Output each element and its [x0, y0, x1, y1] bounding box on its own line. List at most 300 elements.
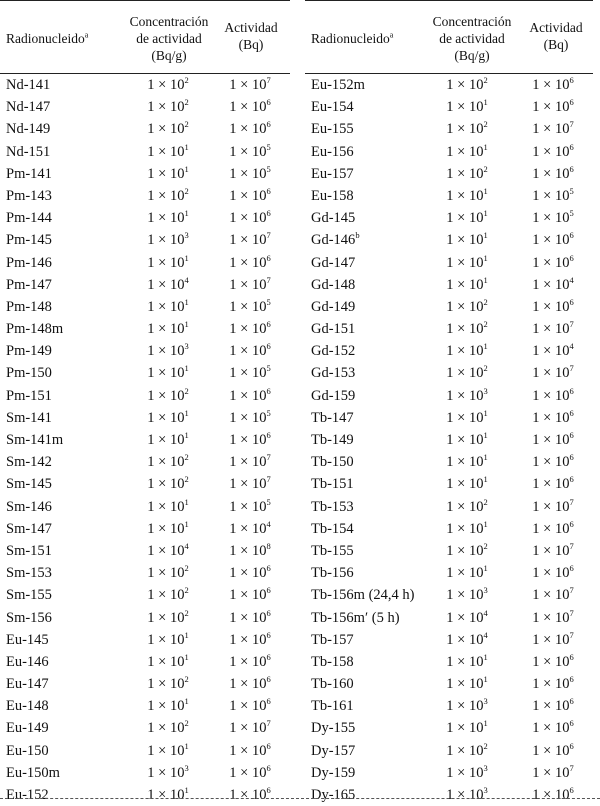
- activity-cell-exponent: 6: [569, 230, 574, 241]
- activity-cell-exponent: 7: [569, 363, 574, 374]
- activity-cell: [216, 99, 284, 116]
- activity-cell-exponent: 6: [569, 696, 574, 707]
- concentration-cell: [427, 121, 507, 138]
- activity-cell-exponent: 7: [569, 607, 574, 618]
- activity-cell-prefix: 1 × 10: [532, 720, 570, 737]
- nuclide-cell: [6, 676, 49, 693]
- nuclide-cell: [6, 765, 60, 782]
- header-nuclide: [311, 30, 393, 47]
- concentration-cell: [128, 365, 208, 382]
- nuclide-cell: [6, 388, 52, 405]
- concentration-cell-exponent: 2: [184, 585, 189, 596]
- activity-cell-exponent: 4: [569, 341, 574, 352]
- concentration-cell: [427, 787, 507, 804]
- activity-cell-prefix: 1 × 10: [532, 254, 570, 271]
- concentration-cell-prefix: 1 × 10: [446, 542, 484, 559]
- table-row: [305, 252, 593, 274]
- concentration-cell-prefix: 1 × 10: [446, 187, 484, 204]
- concentration-cell-prefix: 1 × 10: [446, 365, 484, 382]
- concentration-cell-exponent: 2: [184, 452, 189, 463]
- nuclide-cell: [311, 587, 415, 604]
- activity-cell-prefix: 1 × 10: [229, 232, 267, 249]
- nuclide-cell: [6, 499, 52, 516]
- activity-cell-exponent: 7: [569, 629, 574, 640]
- nuclide-cell: [311, 698, 354, 715]
- concentration-cell-prefix: 1 × 10: [446, 387, 484, 404]
- nuclide-cell: [6, 321, 63, 338]
- concentration-cell: [427, 607, 507, 627]
- nuclide-name: Eu-154: [311, 99, 354, 116]
- concentration-cell-exponent: 1: [184, 163, 189, 174]
- activity-cell-prefix: 1 × 10: [229, 720, 267, 737]
- activity-cell: [517, 365, 589, 382]
- nuclide-cell: [311, 166, 354, 183]
- concentration-cell: [128, 343, 208, 360]
- header-conc-line3: (Bq/g): [454, 48, 490, 63]
- nuclide-cell: [311, 144, 354, 161]
- activity-cell-prefix: 1 × 10: [229, 387, 267, 404]
- activity-cell: [517, 274, 589, 294]
- concentration-cell: [128, 210, 208, 227]
- concentration-cell-exponent: 1: [483, 563, 488, 574]
- activity-cell-prefix: 1 × 10: [229, 698, 267, 715]
- table-row: [0, 740, 290, 762]
- activity-cell-prefix: 1 × 10: [229, 520, 267, 537]
- concentration-cell-exponent: 1: [184, 785, 189, 796]
- concentration-cell: [128, 629, 208, 649]
- concentration-cell-exponent: 3: [483, 785, 488, 796]
- header-conc-line2: de actividad: [439, 31, 505, 46]
- nuclide-name: Eu-150: [6, 742, 49, 759]
- activity-cell: [216, 365, 284, 382]
- concentration-cell-exponent: 1: [483, 718, 488, 729]
- nuclide-name: Sm-141: [6, 409, 52, 426]
- concentration-cell: [427, 299, 507, 316]
- activity-cell: [216, 629, 284, 649]
- activity-cell-exponent: 6: [569, 563, 574, 574]
- activity-cell: [216, 587, 284, 604]
- activity-cell: [517, 407, 589, 427]
- concentration-cell-exponent: 1: [184, 430, 189, 441]
- concentration-cell-exponent: 4: [483, 629, 488, 640]
- activity-cell-prefix: 1 × 10: [229, 609, 267, 626]
- concentration-cell-prefix: 1 × 10: [147, 365, 185, 382]
- concentration-cell: [128, 518, 208, 538]
- concentration-cell: [427, 385, 507, 405]
- concentration-cell-exponent: 2: [483, 119, 488, 130]
- table-row: [305, 473, 593, 495]
- concentration-cell-prefix: 1 × 10: [147, 520, 185, 537]
- concentration-cell: [427, 629, 507, 649]
- concentration-cell-exponent: 1: [483, 230, 488, 241]
- nuclide-name: Pm-148m: [6, 321, 64, 338]
- table-row: [0, 318, 290, 340]
- nuclide-cell: [311, 632, 354, 649]
- activity-cell-exponent: 6: [266, 652, 271, 663]
- activity-cell: [517, 676, 589, 693]
- header-concentration: [114, 13, 224, 64]
- concentration-cell-prefix: 1 × 10: [446, 77, 484, 93]
- activity-cell-exponent: 7: [266, 75, 271, 86]
- activity-cell-prefix: 1 × 10: [532, 409, 570, 426]
- nuclide-cell: [6, 188, 52, 205]
- concentration-cell: [427, 565, 507, 582]
- nuclide-name: Gd-145: [311, 210, 356, 227]
- concentration-cell: [128, 163, 208, 183]
- nuclide-name: Gd-147: [311, 254, 356, 271]
- concentration-cell: [128, 252, 208, 272]
- nuclide-cell: [311, 232, 360, 249]
- concentration-cell: [128, 99, 208, 116]
- nuclide-cell: [6, 99, 50, 116]
- activity-cell: [216, 210, 284, 227]
- table-row: [305, 340, 593, 362]
- concentration-cell-exponent: 1: [184, 740, 189, 751]
- activity-cell: [517, 629, 589, 649]
- nuclide-name: Pm-145: [6, 232, 52, 249]
- table-row: [305, 229, 593, 251]
- table-row: [305, 584, 593, 606]
- activity-cell-exponent: 5: [266, 297, 271, 308]
- header-nuclide: [6, 30, 88, 47]
- concentration-cell-prefix: 1 × 10: [147, 498, 185, 515]
- nuclide-cell: [6, 476, 52, 493]
- nuclide-cell: [6, 654, 49, 671]
- activity-cell: [216, 163, 284, 183]
- activity-cell-exponent: 6: [569, 474, 574, 485]
- activity-cell: [517, 141, 589, 161]
- concentration-cell: [128, 321, 208, 338]
- activity-cell: [517, 720, 589, 737]
- activity-cell-exponent: 7: [569, 585, 574, 596]
- nuclide-name: Pm-146: [6, 254, 52, 271]
- activity-cell: [517, 188, 589, 205]
- activity-cell-prefix: 1 × 10: [532, 321, 570, 338]
- activity-cell-exponent: 6: [569, 75, 574, 86]
- table-row: [0, 607, 290, 629]
- table-row: [305, 274, 593, 296]
- nuclide-name: Pm-149: [6, 343, 52, 360]
- concentration-cell-exponent: 3: [483, 585, 488, 596]
- table-row: [305, 717, 593, 739]
- activity-cell-prefix: 1 × 10: [229, 121, 267, 138]
- nuclide-cell: [311, 277, 355, 294]
- concentration-cell-exponent: 3: [184, 341, 189, 352]
- activity-cell: [517, 587, 589, 604]
- nuclide-name: Pm-151: [6, 387, 52, 404]
- activity-cell-exponent: 7: [266, 474, 271, 485]
- activity-cell-prefix: 1 × 10: [532, 742, 570, 759]
- activity-cell-prefix: 1 × 10: [532, 276, 570, 293]
- table-row: [0, 518, 290, 540]
- concentration-cell-prefix: 1 × 10: [446, 409, 484, 426]
- concentration-cell-prefix: 1 × 10: [446, 276, 484, 293]
- activity-cell: [216, 232, 284, 249]
- table-row: [305, 296, 593, 318]
- concentration-cell: [128, 232, 208, 249]
- activity-cell-exponent: 6: [569, 740, 574, 751]
- nuclide-cell: [6, 232, 52, 249]
- activity-cell-prefix: 1 × 10: [532, 676, 570, 693]
- concentration-cell-prefix: 1 × 10: [147, 343, 185, 360]
- concentration-cell-prefix: 1 × 10: [446, 587, 484, 604]
- nuclide-cell: [6, 610, 52, 627]
- table-row: [305, 629, 593, 651]
- activity-cell-prefix: 1 × 10: [532, 121, 570, 138]
- activity-cell: [216, 787, 284, 804]
- concentration-cell-prefix: 1 × 10: [446, 742, 484, 759]
- activity-cell: [517, 252, 589, 272]
- table-row: [0, 385, 290, 407]
- nuclide-cell: [311, 476, 354, 493]
- nuclide-name: Pm-141: [6, 165, 52, 182]
- nuclide-cell: [311, 321, 355, 338]
- activity-cell: [517, 454, 589, 471]
- activity-cell-exponent: 6: [266, 97, 271, 108]
- table-header: [305, 1, 593, 74]
- nuclide-name: Pm-143: [6, 187, 52, 204]
- activity-cell: [517, 762, 589, 782]
- activity-cell-prefix: 1 × 10: [229, 476, 267, 493]
- concentration-cell: [128, 720, 208, 737]
- header-conc-line3: (Bq/g): [151, 48, 187, 63]
- table-row: [0, 163, 290, 185]
- concentration-cell: [427, 141, 507, 161]
- concentration-cell-prefix: 1 × 10: [147, 454, 185, 471]
- concentration-cell-prefix: 1 × 10: [446, 676, 484, 693]
- activity-cell-prefix: 1 × 10: [229, 565, 267, 582]
- nuclide-name: Pm-147: [6, 276, 52, 293]
- nuclide-name: Sm-156: [6, 609, 52, 626]
- concentration-cell: [427, 740, 507, 760]
- table-row: [0, 651, 290, 673]
- concentration-cell-prefix: 1 × 10: [446, 498, 484, 515]
- activity-cell-prefix: 1 × 10: [229, 210, 267, 227]
- activity-cell-exponent: 6: [266, 252, 271, 263]
- nuclide-name: Sm-151: [6, 542, 52, 559]
- activity-cell: [517, 740, 589, 760]
- activity-cell: [517, 432, 589, 449]
- concentration-cell-prefix: 1 × 10: [446, 698, 484, 715]
- table-row: [305, 385, 593, 407]
- header-nuclide-text: Radionucleido: [311, 31, 390, 46]
- concentration-cell-exponent: 1: [184, 297, 189, 308]
- activity-cell-prefix: 1 × 10: [229, 498, 267, 515]
- activity-cell-prefix: 1 × 10: [532, 343, 570, 360]
- nuclide-name: Tb-156m′ (5 h): [311, 609, 400, 626]
- concentration-cell-exponent: 2: [184, 119, 189, 130]
- activity-cell-prefix: 1 × 10: [532, 587, 570, 604]
- nuclide-name: Dy-157: [311, 742, 356, 759]
- activity-cell-exponent: 4: [569, 274, 574, 285]
- activity-cell-exponent: 5: [266, 141, 271, 152]
- table-left-half: [0, 0, 290, 806]
- table-row: [0, 274, 290, 296]
- table-row: [0, 584, 290, 606]
- activity-cell-exponent: 6: [569, 407, 574, 418]
- concentration-cell-prefix: 1 × 10: [446, 720, 484, 737]
- table-row: [0, 207, 290, 229]
- activity-cell-prefix: 1 × 10: [532, 476, 570, 493]
- concentration-cell-exponent: 1: [483, 274, 488, 285]
- table-row: [305, 207, 593, 229]
- header-act-line1: Actividad: [224, 20, 278, 35]
- concentration-cell: [427, 432, 507, 449]
- activity-cell-exponent: 6: [266, 563, 271, 574]
- nuclide-name: Nd-151: [6, 143, 51, 160]
- nuclide-name: Sm-142: [6, 454, 52, 471]
- concentration-cell-prefix: 1 × 10: [147, 565, 185, 582]
- concentration-cell-prefix: 1 × 10: [446, 432, 484, 448]
- concentration-cell: [427, 321, 507, 338]
- table-row: [0, 185, 290, 207]
- nuclide-name: Sm-141m: [6, 432, 64, 448]
- table-body-right: [305, 74, 593, 806]
- concentration-cell-prefix: 1 × 10: [446, 343, 484, 360]
- activity-cell: [216, 676, 284, 693]
- table-row: [0, 229, 290, 251]
- activity-cell: [216, 565, 284, 582]
- table-row: [0, 362, 290, 384]
- activity-cell: [517, 321, 589, 338]
- activity-cell-prefix: 1 × 10: [229, 321, 267, 338]
- table-row: [305, 451, 593, 473]
- concentration-cell: [427, 720, 507, 737]
- activity-cell-exponent: 7: [569, 319, 574, 330]
- header-conc-line1: Concentración: [432, 14, 512, 29]
- concentration-cell-prefix: 1 × 10: [147, 631, 185, 648]
- activity-cell: [517, 299, 589, 316]
- concentration-cell-prefix: 1 × 10: [147, 787, 185, 803]
- concentration-cell-exponent: 2: [483, 163, 488, 174]
- activity-cell-exponent: 6: [266, 762, 271, 773]
- concentration-cell-prefix: 1 × 10: [446, 254, 484, 271]
- activity-cell-exponent: 6: [569, 385, 574, 396]
- activity-cell-prefix: 1 × 10: [229, 143, 267, 160]
- activity-cell-exponent: 7: [569, 762, 574, 773]
- concentration-cell: [128, 543, 208, 560]
- concentration-cell: [128, 432, 208, 449]
- header-conc-line2: de actividad: [136, 31, 202, 46]
- activity-cell-exponent: 6: [569, 97, 574, 108]
- concentration-cell-exponent: 1: [184, 363, 189, 374]
- concentration-cell: [128, 476, 208, 493]
- nuclide-name: Pm-144: [6, 210, 52, 227]
- activity-cell-prefix: 1 × 10: [532, 565, 570, 582]
- activity-cell: [216, 476, 284, 493]
- table-row: [0, 340, 290, 362]
- activity-cell-exponent: 5: [266, 363, 271, 374]
- activity-cell-prefix: 1 × 10: [229, 676, 267, 693]
- concentration-cell: [427, 99, 507, 116]
- nuclide-name: Tb-161: [311, 698, 354, 715]
- activity-cell-exponent: 6: [569, 163, 574, 174]
- nuclide-cell: [311, 720, 355, 737]
- concentration-cell-exponent: 1: [483, 652, 488, 663]
- activity-cell: [216, 299, 284, 316]
- concentration-cell-prefix: 1 × 10: [147, 254, 185, 271]
- concentration-cell-prefix: 1 × 10: [147, 143, 185, 160]
- concentration-cell-prefix: 1 × 10: [446, 99, 484, 116]
- table-row: [305, 74, 593, 96]
- concentration-cell: [128, 654, 208, 671]
- concentration-cell: [128, 607, 208, 627]
- nuclide-name: Eu-155: [311, 121, 354, 138]
- concentration-cell-exponent: 2: [483, 75, 488, 86]
- activity-cell: [517, 121, 589, 138]
- concentration-cell: [427, 698, 507, 715]
- activity-cell-exponent: 6: [266, 186, 271, 197]
- concentration-cell: [427, 343, 507, 360]
- table-row: [305, 163, 593, 185]
- activity-cell: [216, 607, 284, 627]
- nuclide-cell: [311, 299, 355, 316]
- nuclide-name: Eu-145: [6, 631, 49, 648]
- activity-cell-exponent: 6: [569, 141, 574, 152]
- nuclide-name: Eu-148: [6, 698, 49, 715]
- nuclide-name: Gd-146: [311, 232, 356, 249]
- concentration-cell-prefix: 1 × 10: [446, 653, 484, 670]
- concentration-cell: [427, 543, 507, 560]
- concentration-cell-exponent: 1: [483, 252, 488, 263]
- activity-cell-exponent: 6: [569, 518, 574, 529]
- concentration-cell-exponent: 2: [184, 97, 189, 108]
- activity-cell-prefix: 1 × 10: [229, 254, 267, 271]
- activity-cell-exponent: 5: [266, 163, 271, 174]
- table-row: [0, 429, 290, 451]
- header-activity: [521, 19, 591, 53]
- table-row: [0, 673, 290, 695]
- activity-cell-prefix: 1 × 10: [532, 99, 570, 116]
- concentration-cell-exponent: 2: [184, 563, 189, 574]
- nuclide-cell: [6, 410, 52, 427]
- activity-cell-exponent: 6: [266, 785, 271, 796]
- table-row: [0, 562, 290, 584]
- concentration-cell-prefix: 1 × 10: [147, 276, 185, 293]
- concentration-cell-prefix: 1 × 10: [446, 764, 484, 781]
- nuclide-cell: [311, 610, 400, 627]
- nuclide-name: Eu-149: [6, 720, 49, 737]
- activity-cell: [216, 762, 284, 782]
- nuclide-cell: [6, 587, 52, 604]
- concentration-cell: [128, 141, 208, 161]
- nuclide-cell: [6, 365, 52, 382]
- nuclide-cell: [6, 144, 50, 161]
- table-right-half: [305, 0, 593, 806]
- concentration-cell-exponent: 1: [184, 652, 189, 663]
- activity-cell-prefix: 1 × 10: [229, 165, 267, 182]
- activity-cell-prefix: 1 × 10: [229, 298, 267, 315]
- activity-cell-prefix: 1 × 10: [229, 742, 267, 759]
- activity-cell: [216, 720, 284, 737]
- concentration-cell-prefix: 1 × 10: [147, 232, 185, 249]
- activity-cell-exponent: 6: [266, 319, 271, 330]
- nuclide-cell: [6, 166, 52, 183]
- activity-cell: [216, 121, 284, 138]
- activity-cell: [517, 565, 589, 582]
- concentration-cell-exponent: 2: [184, 75, 189, 86]
- concentration-cell-prefix: 1 × 10: [446, 787, 484, 803]
- concentration-cell-prefix: 1 × 10: [147, 387, 185, 404]
- activity-cell: [517, 343, 589, 360]
- nuclide-cell: [6, 299, 52, 316]
- concentration-cell: [128, 121, 208, 138]
- nuclide-cell: [311, 410, 354, 427]
- activity-cell-prefix: 1 × 10: [229, 454, 267, 471]
- activity-cell-prefix: 1 × 10: [532, 298, 570, 315]
- activity-cell: [517, 787, 589, 804]
- activity-cell-prefix: 1 × 10: [229, 365, 267, 382]
